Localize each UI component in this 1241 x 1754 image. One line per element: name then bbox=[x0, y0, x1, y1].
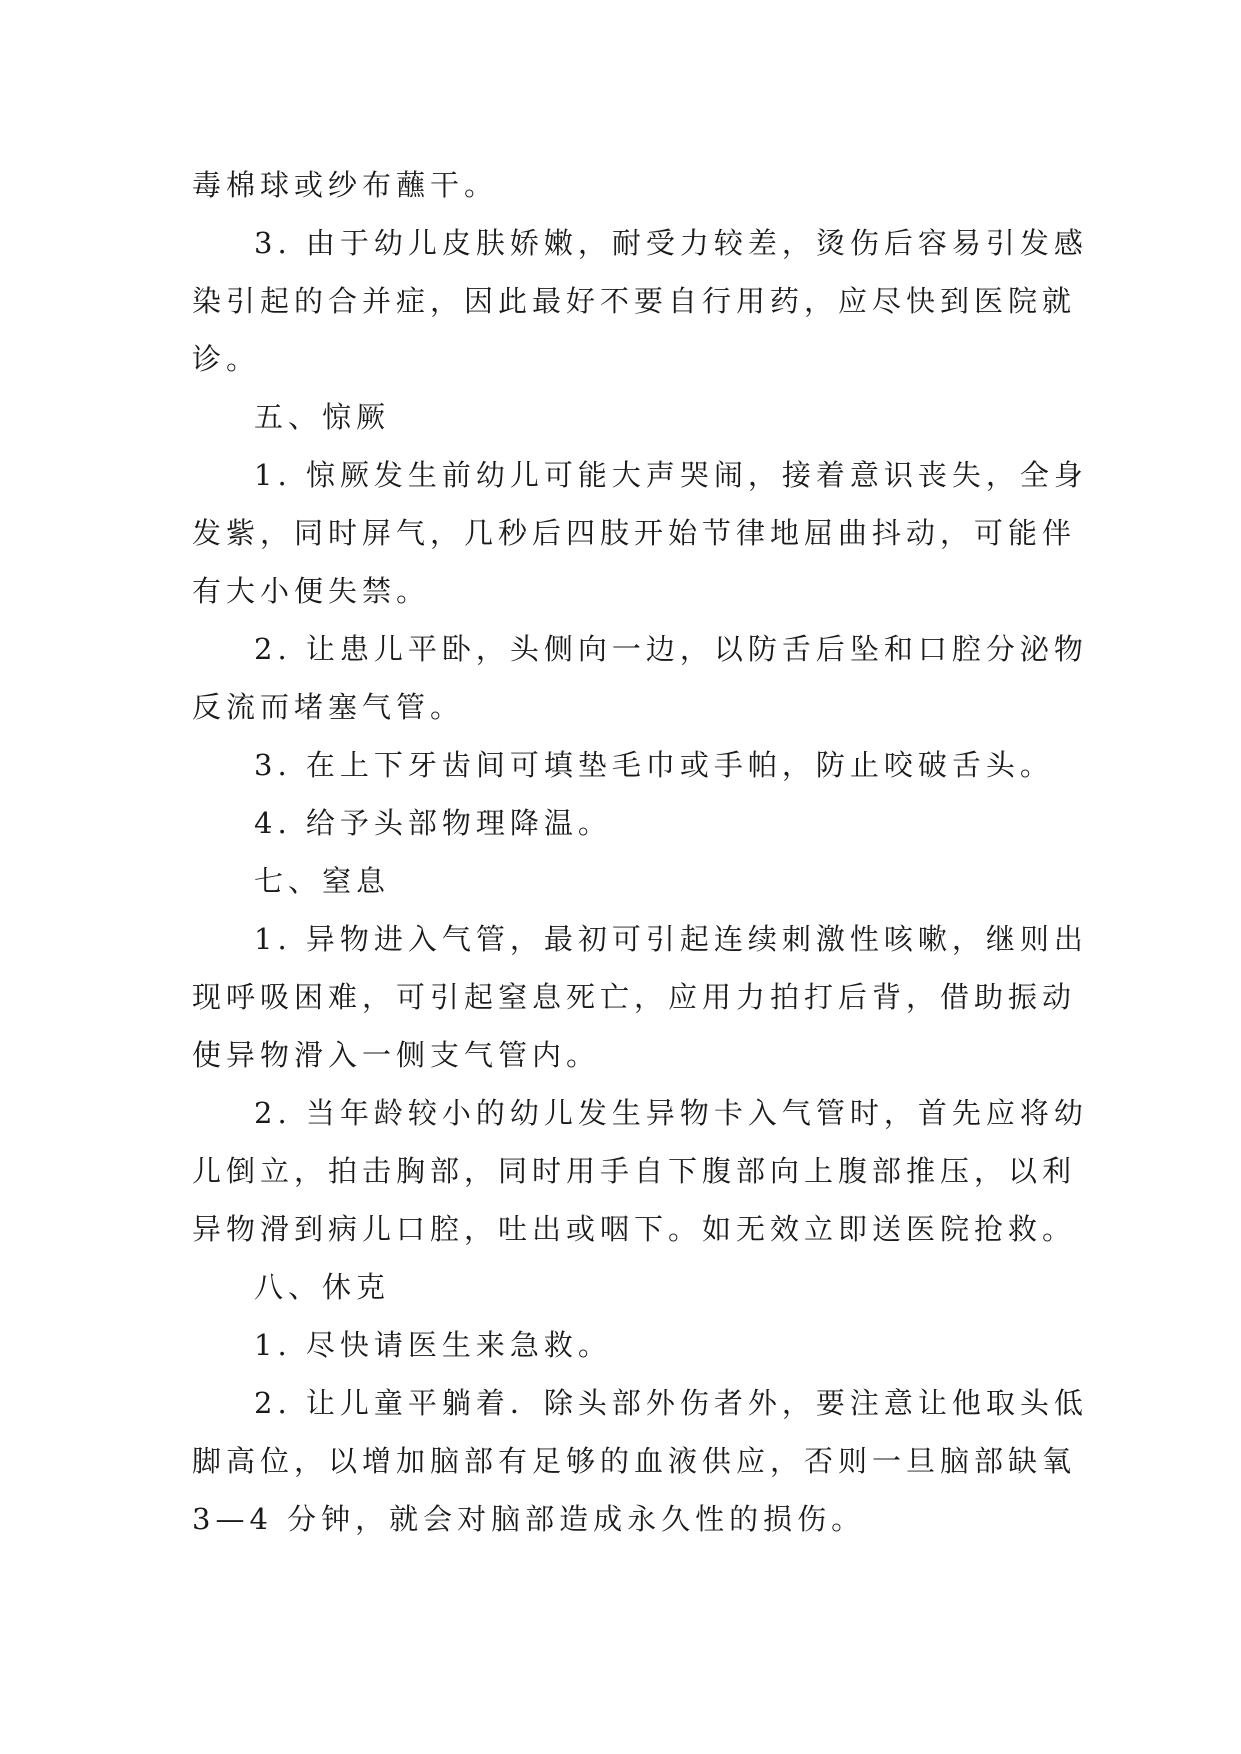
text-line: 反流而堵塞气管。 bbox=[192, 690, 465, 724]
text-line: 1. 异物进入气管，最初可引起连续刺激性咳嗽，继则出 bbox=[254, 922, 1088, 956]
text-line: 诊。 bbox=[192, 342, 261, 376]
text-line: 1. 尽快请医生来急救。 bbox=[254, 1328, 612, 1362]
text-line: 1. 惊厥发生前幼儿可能大声哭闹，接着意识丧失，全身 bbox=[254, 458, 1088, 492]
text-line: 2. 让患儿平卧，头侧向一边，以防舌后坠和口腔分泌物 bbox=[254, 632, 1088, 666]
section-heading-jingjue: 五、惊厥 bbox=[254, 400, 391, 434]
text-line: 2. 当年龄较小的幼儿发生异物卡入气管时，首先应将幼 bbox=[254, 1096, 1088, 1130]
document-body bbox=[192, 156, 1088, 1548]
text-line: 异物滑到病儿口腔，吐出或咽下。如无效立即送医院抢救。 bbox=[192, 1212, 1077, 1246]
text-line: 2. 让儿童平躺着．除头部外伤者外，要注意让他取头低 bbox=[254, 1386, 1088, 1420]
text-line: 有大小便失禁。 bbox=[192, 574, 431, 608]
text-line: 3. 由于幼儿皮肤娇嫩，耐受力较差，烫伤后容易引发感 bbox=[254, 226, 1088, 260]
text-line: 3. 在上下牙齿间可填垫毛巾或手帕，防止咬破舌头。 bbox=[254, 748, 1054, 782]
section-heading-zhixi: 七、窒息 bbox=[254, 864, 391, 898]
text-line: 脚高位，以增加脑部有足够的血液供应，否则一旦脑部缺氧 bbox=[192, 1444, 1077, 1478]
text-line: 4. 给予头部物理降温。 bbox=[254, 806, 612, 840]
text-line: 儿倒立，拍击胸部，同时用手自下腹部向上腹部推压，以利 bbox=[192, 1154, 1077, 1188]
section-heading-xiuke: 八、休克 bbox=[254, 1270, 391, 1304]
text-line: 发紫，同时屏气，几秒后四肢开始节律地屈曲抖动，可能伴 bbox=[192, 516, 1077, 550]
text-line: 染引起的合并症，因此最好不要自行用药，应尽快到医院就 bbox=[192, 284, 1077, 318]
text-line: 使异物滑入一侧支气管内。 bbox=[192, 1038, 601, 1072]
text-line: 现呼吸困难，可引起窒息死亡，应用力拍打后背，借助振动 bbox=[192, 980, 1077, 1014]
text-line: 3—4 分钟，就会对脑部造成永久性的损伤。 bbox=[192, 1502, 866, 1536]
text-line: 毒棉球或纱布蘸干。 bbox=[192, 168, 499, 202]
